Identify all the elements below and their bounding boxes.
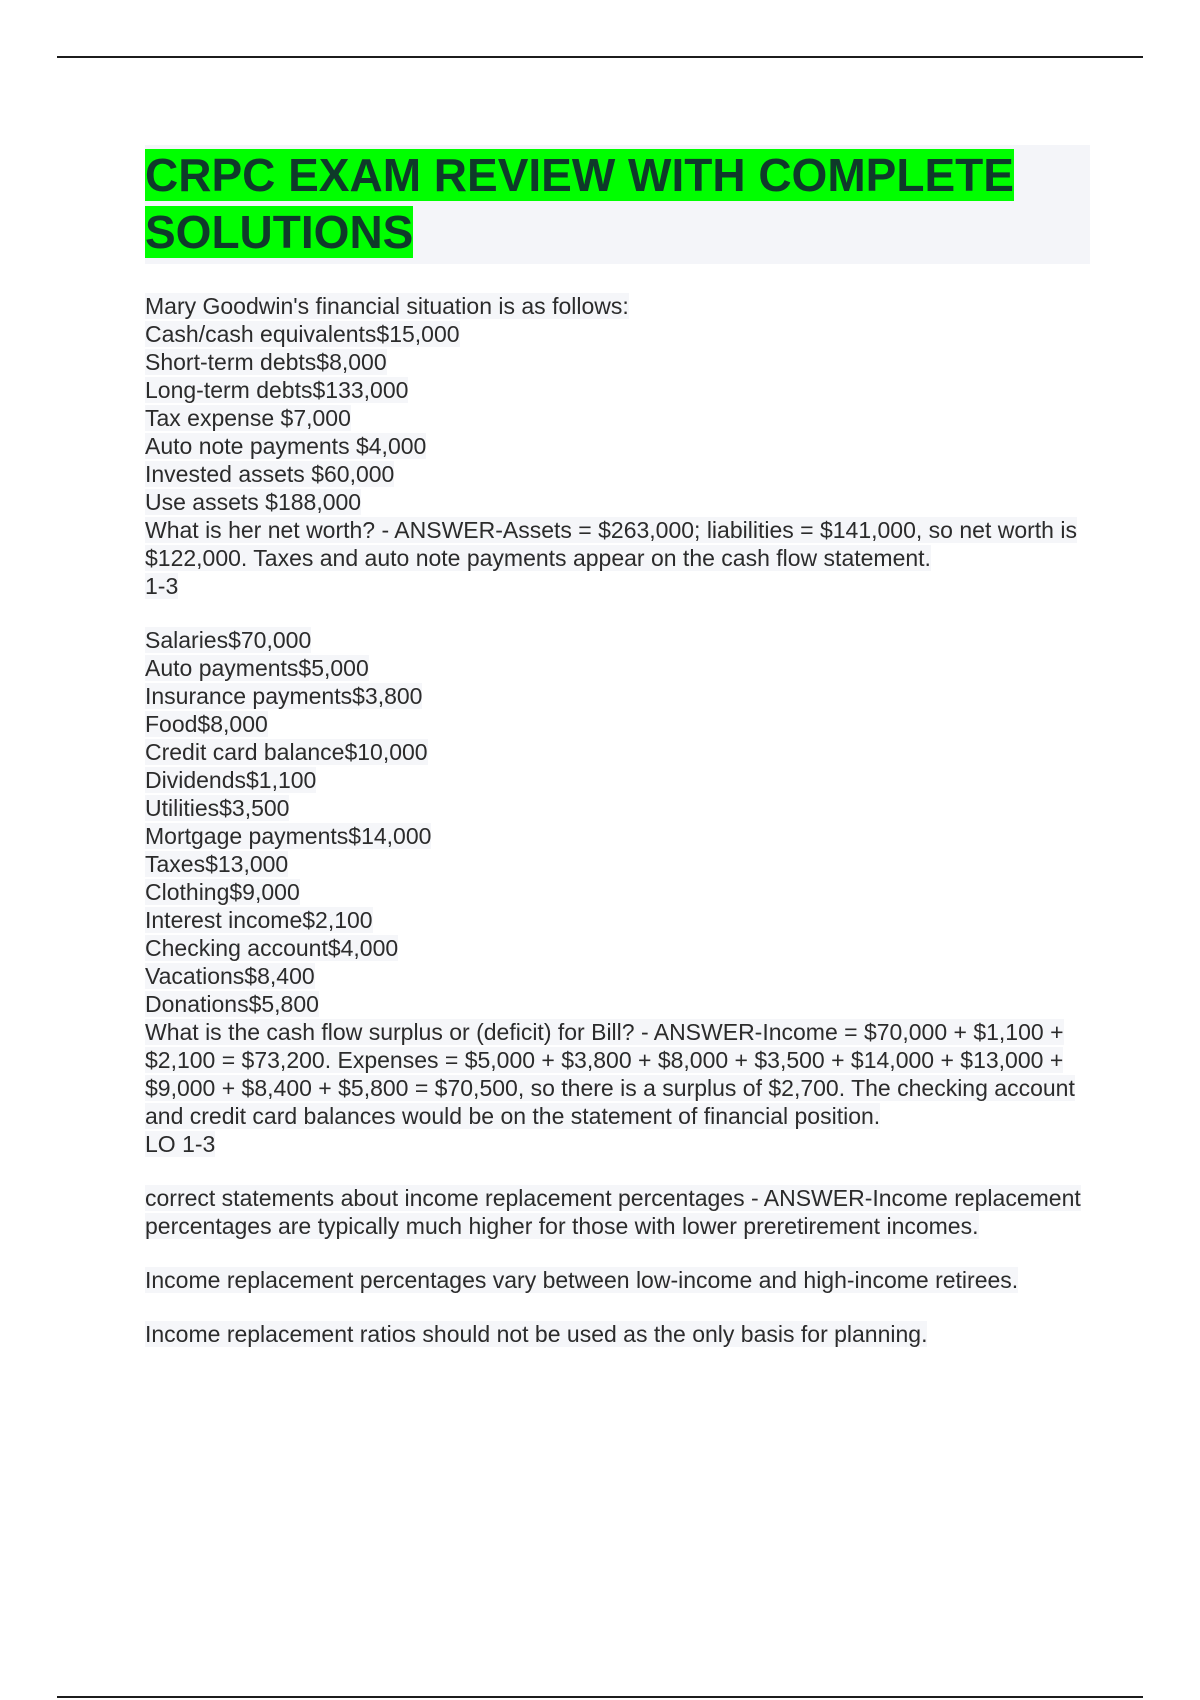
q1-reference: 1-3: [145, 573, 179, 599]
q1-answer: What is her net worth? - ANSWER-Assets = $263,000; liabilities = $141,000, so net worth is $122,000. Taxes and auto note payments appear on the cash flow statement.: [145, 517, 1077, 571]
q2-line: Donations$5,800: [145, 991, 319, 1017]
q2-reference: LO 1-3: [145, 1131, 216, 1157]
q2-line: Utilities$3,500: [145, 795, 290, 821]
q3-extra-2: Income replacement ratios should not be used as the only basis for planning.: [145, 1321, 928, 1347]
q2-line: Taxes$13,000: [145, 851, 289, 877]
document-body: [145, 145, 1090, 1374]
q2-line: Vacations$8,400: [145, 963, 315, 989]
q3-answer: correct statements about income replacement percentages - ANSWER-Income replacement percentages are typically much higher for those with lower preretirement incomes.: [145, 1185, 1081, 1239]
document-title: [145, 147, 1060, 261]
q2-line: Checking account$4,000: [145, 935, 399, 961]
title-line-1: CRPC EXAM REVIEW WITH COMPLETE: [145, 149, 1014, 201]
title-line-2: SOLUTIONS: [145, 206, 414, 258]
q2-line: Insurance payments$3,800: [145, 683, 423, 709]
q2-line: Interest income$2,100: [145, 907, 373, 933]
q2-line: Clothing$9,000: [145, 879, 300, 905]
q1-line: Use assets $188,000: [145, 489, 362, 515]
footer-rule: [57, 1696, 1143, 1698]
q2-line: Mortgage payments$14,000: [145, 823, 432, 849]
header-rule: [57, 56, 1143, 58]
q2-line: Food$8,000: [145, 711, 268, 737]
q2-line: Auto payments$5,000: [145, 655, 369, 681]
q2-answer: What is the cash flow surplus or (deficit) for Bill? - ANSWER-Income = $70,000 + $1,100 + $2,100 = $73,200. Expenses = $5,000 + $3,800 + $8,000 + $3,500 + $14,000 + $13,000 + $9,000 + $8,400 + $5,800 = $70,500, so there is a surplus of $2,700. The checking account and credit card balances would be on the statement of financial position.: [145, 1019, 1075, 1129]
q1-line: Short-term debts$8,000: [145, 349, 387, 375]
q1-line: Auto note payments $4,000: [145, 433, 427, 459]
q1-line: Cash/cash equivalents$15,000: [145, 321, 460, 347]
q1-line: Mary Goodwin's financial situation is as follows:: [145, 293, 629, 319]
q1-line: Tax expense $7,000: [145, 405, 351, 431]
question-2: [145, 626, 1090, 1158]
q2-line: Salaries$70,000: [145, 627, 312, 653]
q1-line: Long-term debts$133,000: [145, 377, 409, 403]
q1-line: Invested assets $60,000: [145, 461, 395, 487]
q3-extra-1: Income replacement percentages vary between low-income and high-income retirees.: [145, 1267, 1019, 1293]
question-3: [145, 1184, 1090, 1240]
q2-line: Credit card balance$10,000: [145, 739, 428, 765]
question-1: [145, 292, 1090, 600]
q2-line: Dividends$1,100: [145, 767, 317, 793]
title-block: [145, 145, 1090, 264]
